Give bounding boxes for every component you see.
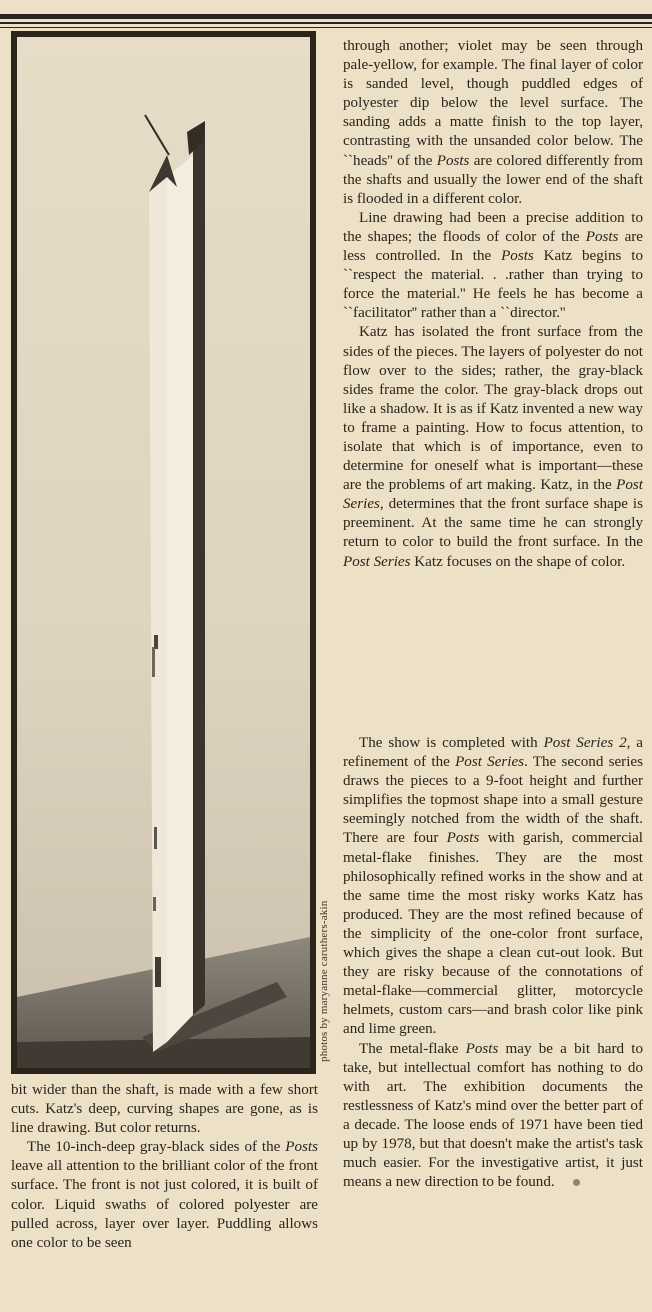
right-paragraph-1: through another; violet may be seen through pale-yellow, for example. The final layer of color is sanded level, though puddled edges of polyester dip below the level surface. The sanding adds a matte finish to the top layer, contrasting with the unsanded color below. The ``heads'' of the Posts are colored differently from the shafts and usually the lower end of the shaft is flooded in a different color. bbox=[343, 38, 643, 207]
end-mark bbox=[573, 1179, 580, 1186]
left-paragraph-2: The 10-inch-deep gray-black sides of the Posts leave all attention to the brilliant color of the front surface. The front is not just colored, it is built of color. Liquid swaths of colored polyester are pulled across, layer over layer. Puddling allows one color to be seen bbox=[11, 1139, 318, 1251]
top-rule-thin bbox=[0, 22, 652, 24]
right-paragraph-4: The show is completed with Post Series 2, a refinement of the Post Series. The second series draws the pieces to a 9-foot height and further simplifies the topmost shape into a small gesture seemingly notched from the width of the shaft. There are four Posts with garish, commercial metal-flake finishes. They are the most philosophically refined works in the show and at the same time the most risky works Katz has produced. They are the most refined because of the simplicity of the one-color front surface, which gives the shape a clean cut-out look. But they are risky because of the connotations of metal-flake—commercial glitter, motorcycle helmets, custom cars—and brash color like pink and lime green. bbox=[343, 735, 644, 1038]
post-sculpture-image bbox=[17, 37, 310, 1068]
right-paragraph-5 bbox=[343, 1040, 643, 1193]
left-column bbox=[11, 1081, 318, 1253]
right-column-continued bbox=[343, 734, 643, 1192]
photo-credit: photos by maryanne caruthers-akin bbox=[318, 900, 330, 1062]
top-rule bbox=[0, 14, 652, 19]
right-paragraph-2: Line drawing had been a precise addition to the shapes; the floods of color of the Posts are less controlled. In the Posts Katz begins to ``respect the material. . .rather than trying to force the material.'' He feels he has become a ``facilitator'' rather than a ``director.'' bbox=[343, 209, 643, 322]
top-rule-hairline bbox=[0, 27, 652, 28]
sculpture-photo bbox=[11, 31, 316, 1074]
right-paragraph-3: Katz has isolated the front surface from the sides of the pieces. The layers of polyester do not flow over to the sides; rather, the gray-black sides frame the color. The gray-black drops out like a shadow. It is as if Katz invented a new way to frame a painting. How to focus attention, to isolate that which is of importance, even to determine for oneself what is important—these are the problems of art making. Katz, in the Post Series, determines that the front surface shape is preeminent. At the same time he can strongly return to color to build the front surface. In the Post Series Katz focuses on the shape of color. bbox=[343, 324, 643, 570]
left-paragraph-1: bit wider than the shaft, is made with a few short cuts. Katz's deep, curving shapes are gone, as is line drawing. But color returns. bbox=[11, 1082, 318, 1137]
right-paragraph-5-text: The metal-flake Posts may be a bit hard to take, but intellectual comfort has nothing to do with art. The exhibition documents the restlessness of Katz's mind over the better part of a decade. The loose ends of 1971 have been tied up by 1978, but that doesn't make the artist's task much easier. For the investigative artist, it just means a new direction to be found. bbox=[343, 1040, 643, 1191]
right-column bbox=[343, 37, 643, 572]
